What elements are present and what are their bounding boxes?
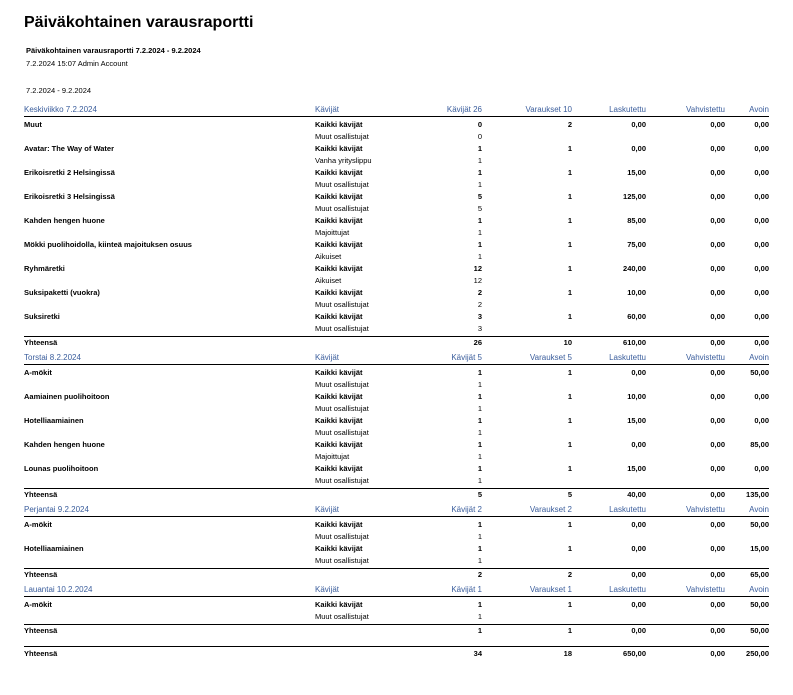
item-confirmed: 0,00	[710, 544, 725, 553]
header-divider	[24, 516, 769, 517]
item-name: Aamiainen puolihoitoon	[24, 392, 110, 401]
item-confirmed: 0,00	[710, 192, 725, 201]
day-date: Torstai 8.2.2024	[24, 353, 81, 362]
total-label: Yhteensä	[24, 490, 58, 499]
item-invoiced: 0,00	[631, 520, 646, 529]
day-total-row	[24, 488, 769, 500]
participant-type: Muut osallistujat	[315, 132, 369, 141]
item-invoiced: 0,00	[631, 144, 646, 153]
grand-total-visitors: 34	[473, 649, 482, 658]
col-confirmed: Vahvistettu	[686, 585, 725, 594]
all-visitors-count: 3	[477, 312, 482, 321]
all-visitors-count: 1	[477, 368, 482, 377]
participant-type: Muut osallistujat	[315, 324, 369, 333]
item-confirmed: 0,00	[710, 600, 725, 609]
all-visitors-count: 1	[477, 520, 482, 529]
participant-type: Muut osallistujat	[315, 204, 369, 213]
item-subrow	[24, 474, 769, 486]
total-open: 50,00	[750, 626, 769, 635]
participant-count: 1	[477, 180, 482, 189]
item-invoiced: 75,00	[627, 240, 646, 249]
col-visitors: Kävijät	[315, 353, 340, 362]
col-invoiced: Laskutettu	[609, 585, 646, 594]
item-invoiced: 15,00	[627, 464, 646, 473]
participant-count: 1	[477, 452, 482, 461]
grand-total-confirmed: 0,00	[710, 649, 725, 658]
all-visitors-label: Kaikki kävijät	[315, 240, 363, 249]
item-open: 15,00	[750, 544, 769, 553]
participant-count: 3	[477, 324, 482, 333]
item-confirmed: 0,00	[710, 312, 725, 321]
report-period: 7.2.2024 - 9.2.2024	[26, 86, 92, 95]
item-name: Suksiretki	[24, 312, 60, 321]
day-date: Lauantai 10.2.2024	[24, 585, 93, 594]
header-divider	[24, 116, 769, 117]
item-bookings: 1	[567, 288, 572, 297]
item-open: 50,00	[750, 600, 769, 609]
header-divider	[24, 364, 769, 365]
all-visitors-label: Kaikki kävijät	[315, 464, 363, 473]
item-subrow	[24, 154, 769, 166]
item-name: A-mökit	[24, 600, 52, 609]
col-open: Avoin	[749, 105, 769, 114]
item-open: 0,00	[754, 416, 769, 425]
grand-total-bookings: 18	[563, 649, 572, 658]
item-row	[24, 286, 769, 298]
all-visitors-label: Kaikki kävijät	[315, 216, 363, 225]
item-invoiced: 60,00	[627, 312, 646, 321]
item-subrow	[24, 226, 769, 238]
col-open: Avoin	[749, 505, 769, 514]
item-open: 0,00	[754, 392, 769, 401]
item-invoiced: 15,00	[627, 168, 646, 177]
item-open: 50,00	[750, 520, 769, 529]
item-confirmed: 0,00	[710, 216, 725, 225]
grand-total-open: 250,00	[746, 649, 769, 658]
participant-type: Muut osallistujat	[315, 612, 369, 621]
all-visitors-label: Kaikki kävijät	[315, 120, 363, 129]
all-visitors-label: Kaikki kävijät	[315, 392, 363, 401]
total-divider	[24, 568, 769, 569]
item-open: 0,00	[754, 144, 769, 153]
item-name: A-mökit	[24, 520, 52, 529]
total-visitors: 26	[473, 338, 482, 347]
all-visitors-label: Kaikki kävijät	[315, 368, 363, 377]
all-visitors-label: Kaikki kävijät	[315, 440, 363, 449]
day-date: Perjantai 9.2.2024	[24, 505, 89, 514]
total-confirmed: 0,00	[710, 490, 725, 499]
participant-count: 1	[477, 156, 482, 165]
item-subrow	[24, 530, 769, 542]
item-open: 0,00	[754, 192, 769, 201]
day-header	[24, 502, 769, 516]
item-open: 0,00	[754, 264, 769, 273]
day-total-row	[24, 624, 769, 636]
item-invoiced: 0,00	[631, 120, 646, 129]
all-visitors-count: 12	[473, 264, 482, 273]
item-open: 0,00	[754, 240, 769, 249]
participant-type: Muut osallistujat	[315, 556, 369, 565]
participant-count: 1	[477, 612, 482, 621]
total-label: Yhteensä	[24, 570, 58, 579]
item-confirmed: 0,00	[710, 416, 725, 425]
total-divider	[24, 488, 769, 489]
all-visitors-count: 1	[477, 168, 482, 177]
day-header	[24, 582, 769, 596]
item-confirmed: 0,00	[710, 120, 725, 129]
item-name: Erikoisretki 2 Helsingissä	[24, 168, 115, 177]
col-visitors: Kävijät	[315, 105, 340, 114]
all-visitors-label: Kaikki kävijät	[315, 312, 363, 321]
participant-count: 1	[477, 476, 482, 485]
col-invoiced: Laskutettu	[609, 505, 646, 514]
item-subrow	[24, 610, 769, 622]
item-subrow	[24, 298, 769, 310]
col-bookings: Varaukset 1	[529, 585, 572, 594]
item-bookings: 1	[567, 192, 572, 201]
item-bookings: 1	[567, 440, 572, 449]
col-confirmed: Vahvistettu	[686, 105, 725, 114]
total-open: 65,00	[750, 570, 769, 579]
item-row	[24, 118, 769, 130]
col-invoiced: Laskutettu	[609, 105, 646, 114]
item-subrow	[24, 426, 769, 438]
total-invoiced: 40,00	[627, 490, 646, 499]
all-visitors-count: 1	[477, 240, 482, 249]
all-visitors-label: Kaikki kävijät	[315, 288, 363, 297]
item-name: Suksipaketti (vuokra)	[24, 288, 100, 297]
item-bookings: 1	[567, 240, 572, 249]
col-visitors-count: Kävijät 1	[451, 585, 482, 594]
report-table	[24, 102, 769, 659]
total-bookings: 2	[567, 570, 572, 579]
item-row	[24, 366, 769, 378]
item-invoiced: 15,00	[627, 416, 646, 425]
item-row	[24, 438, 769, 450]
item-open: 0,00	[754, 464, 769, 473]
all-visitors-count: 1	[477, 144, 482, 153]
participant-count: 2	[477, 300, 482, 309]
item-invoiced: 0,00	[631, 600, 646, 609]
day-total-row	[24, 568, 769, 580]
participant-type: Muut osallistujat	[315, 428, 369, 437]
item-invoiced: 240,00	[623, 264, 646, 273]
item-name: Hotelliaamiainen	[24, 416, 84, 425]
item-bookings: 1	[567, 416, 572, 425]
total-label: Yhteensä	[24, 626, 58, 635]
participant-count: 1	[477, 428, 482, 437]
participant-count: 1	[477, 532, 482, 541]
participant-type: Muut osallistujat	[315, 476, 369, 485]
total-bookings: 5	[567, 490, 572, 499]
participant-count: 1	[477, 228, 482, 237]
item-row	[24, 390, 769, 402]
item-row	[24, 414, 769, 426]
item-name: Ryhmäretki	[24, 264, 65, 273]
item-bookings: 1	[567, 144, 572, 153]
item-bookings: 2	[567, 120, 572, 129]
item-name: Avatar: The Way of Water	[24, 144, 115, 153]
item-name: Muut	[24, 120, 42, 129]
all-visitors-count: 1	[477, 440, 482, 449]
item-bookings: 1	[567, 312, 572, 321]
item-open: 85,00	[750, 440, 769, 449]
item-name: Hotelliaamiainen	[24, 544, 84, 553]
item-bookings: 1	[567, 600, 572, 609]
all-visitors-label: Kaikki kävijät	[315, 168, 363, 177]
all-visitors-label: Kaikki kävijät	[315, 264, 363, 273]
item-confirmed: 0,00	[710, 440, 725, 449]
item-bookings: 1	[567, 520, 572, 529]
total-invoiced: 0,00	[631, 570, 646, 579]
total-label: Yhteensä	[24, 338, 58, 347]
item-row	[24, 462, 769, 474]
item-confirmed: 0,00	[710, 392, 725, 401]
day-header	[24, 350, 769, 364]
item-confirmed: 0,00	[710, 288, 725, 297]
col-visitors-count: Kävijät 26	[446, 105, 482, 114]
total-invoiced: 610,00	[623, 338, 646, 347]
all-visitors-label: Kaikki kävijät	[315, 544, 363, 553]
col-bookings: Varaukset 10	[525, 105, 572, 114]
item-bookings: 1	[567, 464, 572, 473]
item-name: Mökki puolihoidolla, kiinteä majoituksen osuus	[24, 240, 192, 249]
participant-count: 1	[477, 556, 482, 565]
item-invoiced: 85,00	[627, 216, 646, 225]
item-row	[24, 238, 769, 250]
item-subrow	[24, 274, 769, 286]
participant-type: Muut osallistujat	[315, 180, 369, 189]
header-divider	[24, 596, 769, 597]
total-visitors: 1	[477, 626, 482, 635]
all-visitors-count: 2	[477, 288, 482, 297]
day-header	[24, 102, 769, 116]
col-open: Avoin	[749, 353, 769, 362]
col-visitors-count: Kävijät 2	[451, 505, 482, 514]
all-visitors-label: Kaikki kävijät	[315, 416, 363, 425]
all-visitors-label: Kaikki kävijät	[315, 600, 363, 609]
all-visitors-label: Kaikki kävijät	[315, 144, 363, 153]
participant-type: Vanha yrityslippu	[315, 156, 372, 165]
item-confirmed: 0,00	[710, 368, 725, 377]
col-bookings: Varaukset 2	[529, 505, 572, 514]
item-bookings: 1	[567, 216, 572, 225]
item-invoiced: 0,00	[631, 368, 646, 377]
participant-count: 1	[477, 380, 482, 389]
total-divider	[24, 624, 769, 625]
grand-total-row	[24, 647, 769, 659]
col-visitors: Kävijät	[315, 585, 340, 594]
participant-count: 1	[477, 252, 482, 261]
participant-count: 1	[477, 404, 482, 413]
total-open: 135,00	[746, 490, 769, 499]
item-open: 0,00	[754, 216, 769, 225]
col-confirmed: Vahvistettu	[686, 353, 725, 362]
day-total-row	[24, 336, 769, 348]
participant-count: 5	[477, 204, 482, 213]
participant-type: Muut osallistujat	[315, 380, 369, 389]
report-subtitle: Päiväkohtainen varausraportti 7.2.2024 - 9.2.2024	[26, 46, 201, 55]
participant-type: Aikuiset	[315, 252, 342, 261]
item-open: 0,00	[754, 168, 769, 177]
col-bookings: Varaukset 5	[529, 353, 572, 362]
grand-total-label: Yhteensä	[24, 649, 58, 658]
all-visitors-count: 0	[477, 120, 482, 129]
item-subrow	[24, 178, 769, 190]
item-subrow	[24, 250, 769, 262]
participant-type: Aikuiset	[315, 276, 342, 285]
all-visitors-label: Kaikki kävijät	[315, 520, 363, 529]
all-visitors-count: 1	[477, 544, 482, 553]
item-row	[24, 542, 769, 554]
item-row	[24, 262, 769, 274]
item-row	[24, 166, 769, 178]
item-row	[24, 190, 769, 202]
participant-type: Muut osallistujat	[315, 300, 369, 309]
total-visitors: 2	[477, 570, 482, 579]
all-visitors-count: 5	[477, 192, 482, 201]
item-row	[24, 214, 769, 226]
item-invoiced: 125,00	[623, 192, 646, 201]
item-bookings: 1	[567, 264, 572, 273]
item-open: 0,00	[754, 120, 769, 129]
col-confirmed: Vahvistettu	[686, 505, 725, 514]
all-visitors-count: 1	[477, 392, 482, 401]
participant-type: Majoittujat	[315, 452, 350, 461]
item-row	[24, 598, 769, 610]
item-subrow	[24, 402, 769, 414]
all-visitors-count: 1	[477, 216, 482, 225]
item-open: 0,00	[754, 312, 769, 321]
all-visitors-label: Kaikki kävijät	[315, 192, 363, 201]
day-date: Keskiviikko 7.2.2024	[24, 105, 97, 114]
col-invoiced: Laskutettu	[609, 353, 646, 362]
item-name: Erikoisretki 3 Helsingissä	[24, 192, 115, 201]
item-name: Lounas puolihoitoon	[24, 464, 99, 473]
participant-count: 12	[473, 276, 482, 285]
total-bookings: 10	[563, 338, 572, 347]
participant-count: 0	[477, 132, 482, 141]
item-name: Kahden hengen huone	[24, 216, 105, 225]
item-name: Kahden hengen huone	[24, 440, 105, 449]
total-bookings: 1	[567, 626, 572, 635]
item-subrow	[24, 202, 769, 214]
participant-type: Majoittujat	[315, 228, 350, 237]
item-confirmed: 0,00	[710, 264, 725, 273]
item-open: 0,00	[754, 288, 769, 297]
item-invoiced: 10,00	[627, 392, 646, 401]
item-subrow	[24, 130, 769, 142]
item-confirmed: 0,00	[710, 240, 725, 249]
total-visitors: 5	[477, 490, 482, 499]
report-title: Päiväkohtainen varausraportti	[24, 14, 254, 31]
item-row	[24, 310, 769, 322]
all-visitors-count: 1	[477, 464, 482, 473]
participant-type: Muut osallistujat	[315, 404, 369, 413]
all-visitors-count: 1	[477, 600, 482, 609]
item-confirmed: 0,00	[710, 168, 725, 177]
total-invoiced: 0,00	[631, 626, 646, 635]
total-confirmed: 0,00	[710, 338, 725, 347]
report-created: 7.2.2024 15:07 Admin Account	[26, 59, 128, 68]
item-confirmed: 0,00	[710, 520, 725, 529]
grand-total-invoiced: 650,00	[623, 649, 646, 658]
participant-type: Muut osallistujat	[315, 532, 369, 541]
item-subrow	[24, 450, 769, 462]
item-bookings: 1	[567, 368, 572, 377]
total-divider	[24, 336, 769, 337]
item-bookings: 1	[567, 544, 572, 553]
item-confirmed: 0,00	[710, 144, 725, 153]
item-invoiced: 10,00	[627, 288, 646, 297]
col-visitors: Kävijät	[315, 505, 340, 514]
total-confirmed: 0,00	[710, 570, 725, 579]
item-subrow	[24, 378, 769, 390]
item-invoiced: 0,00	[631, 440, 646, 449]
item-name: A-mökit	[24, 368, 52, 377]
total-confirmed: 0,00	[710, 626, 725, 635]
item-row	[24, 518, 769, 530]
col-open: Avoin	[749, 585, 769, 594]
all-visitors-count: 1	[477, 416, 482, 425]
item-confirmed: 0,00	[710, 464, 725, 473]
item-invoiced: 0,00	[631, 544, 646, 553]
item-subrow	[24, 554, 769, 566]
item-open: 50,00	[750, 368, 769, 377]
item-bookings: 1	[567, 392, 572, 401]
item-row	[24, 142, 769, 154]
col-visitors-count: Kävijät 5	[451, 353, 482, 362]
item-subrow	[24, 322, 769, 334]
item-bookings: 1	[567, 168, 572, 177]
spacer	[24, 636, 769, 638]
total-open: 0,00	[754, 338, 769, 347]
